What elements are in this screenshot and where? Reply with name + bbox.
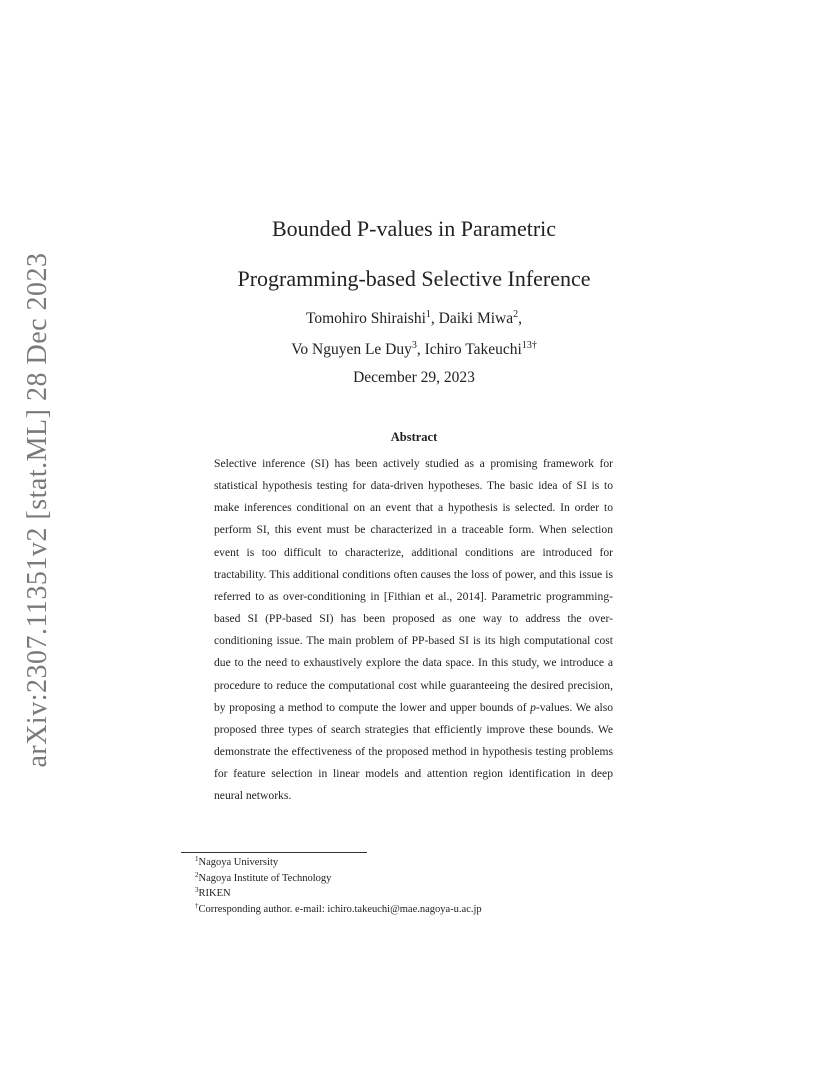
footnote-mark: † xyxy=(195,901,199,910)
abstract-text: Selective inference (SI) has been actively studied as a promising framework for statistical hypothesis testing for data-driven hypotheses. The basic idea of SI is to make inferences conditional on an event that a hypothesis is selected. In order to perform SI, this event must be characterized in a traceable form. When selection event is too difficult to characterize, additional conditions are introduced for tractability. This additional conditions often causes the loss of power, and this issue is referred to as over-conditioning in [Fithian et al., 2014]. Parametric programming-based SI (PP-based SI) has been proposed as one way to address the over-conditioning issue. The main problem of PP-based SI is its high computational cost due to the need to exhaustively explore the data space. In this study, we introduce a procedure to reduce the computational cost while guaranteeing the desired precision, by proposing a method to compute the lower and upper bounds of xyxy=(214,457,613,714)
arxiv-identifier: arXiv:2307.11351v2 [stat.ML] 28 Dec 2023 xyxy=(22,252,53,768)
footnote-text: Corresponding author. e-mail: ichiro.takeuchi@mae.nagoya-u.ac.jp xyxy=(198,903,482,915)
affiliation-mark: 3 xyxy=(411,340,417,351)
author-name: Daiki Miwa xyxy=(438,310,514,327)
footnote-rule xyxy=(181,852,367,853)
title-line-1: Bounded P-values in Parametric xyxy=(271,216,557,241)
title-line-2: Programming-based Selective Inference xyxy=(237,266,591,291)
affiliation-mark: 2 xyxy=(513,309,519,320)
author-line-2: Vo Nguyen Le Duy$^3$, Ichiro Takeuchi$^{13\dagger}$ xyxy=(291,340,537,358)
author-name: Ichiro Takeuchi xyxy=(424,341,522,358)
footnote-mark: 3 xyxy=(195,886,199,894)
footnote-text: RIKEN xyxy=(198,888,231,899)
footnote xyxy=(195,871,482,887)
author-list xyxy=(0,303,828,365)
abstract-body xyxy=(214,453,613,808)
p-variable: p xyxy=(530,700,536,714)
footnote-mark: 2 xyxy=(195,870,199,879)
author-line-1: Tomohiro Shiraishi$^1$, Daiki Miwa$^2$, xyxy=(305,309,522,327)
author-name: Vo Nguyen Le Duy xyxy=(291,341,412,358)
footnote xyxy=(195,902,482,918)
publication-date: December 29, 2023 xyxy=(353,369,475,386)
footnote xyxy=(195,855,482,871)
abstract-heading: Abstract xyxy=(390,430,438,444)
footnotes xyxy=(195,855,482,917)
author-name: Tomohiro Shiraishi xyxy=(305,310,426,327)
footnote-mark: 1 xyxy=(195,855,199,863)
footnote-text: Nagoya Institute of Technology xyxy=(198,872,332,884)
abstract-text: -values. We also proposed three types of search strategies that efficiently improve these bounds. We demonstrate the effectiveness of the proposed method in hypothesis testing problems for feature selection in linear models and attention region identification in deep neural networks. xyxy=(214,700,613,803)
paper-title xyxy=(0,204,828,304)
footnote-text: Nagoya University xyxy=(198,857,279,868)
affiliation-mark: 13† xyxy=(521,340,537,351)
affiliation-mark: 1 xyxy=(425,309,431,320)
footnote xyxy=(195,886,482,902)
